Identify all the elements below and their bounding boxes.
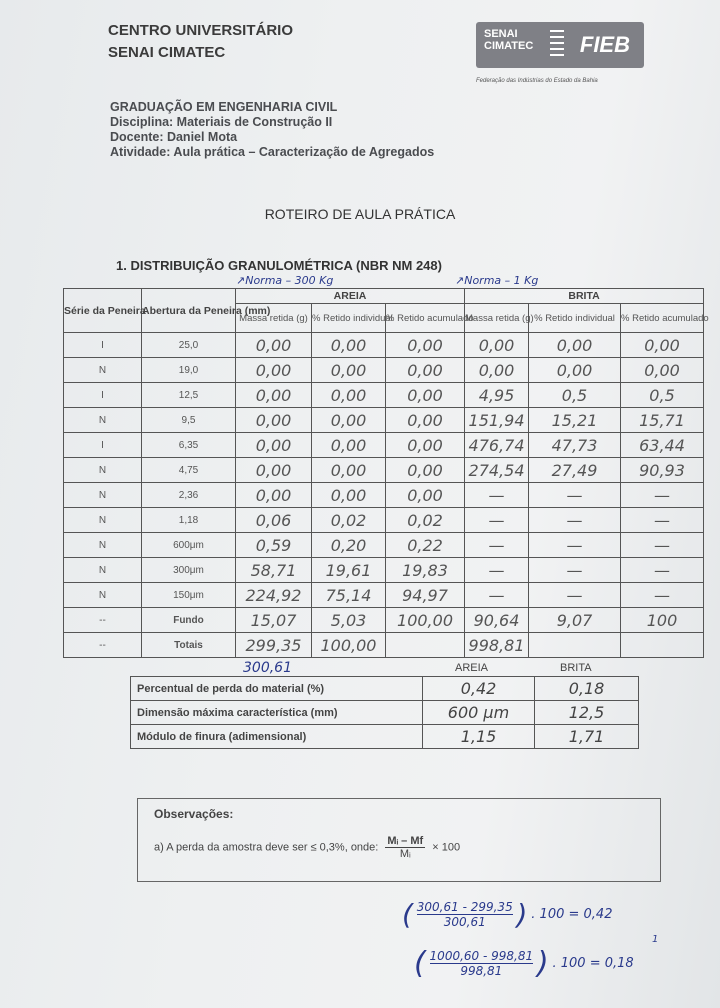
header-brita-ind: % Retido individual [529,304,621,333]
summary-label: Módulo de finura (adimensional) [131,725,423,749]
header-brita: BRITA [465,289,704,304]
logo-senai-text [484,28,533,52]
activity: Atividade: Aula prática – Caracterização de Agregados [110,145,435,159]
discipline: Disciplina: Materiais de Construção II [110,115,333,129]
cell-brita-massa: — [465,583,529,608]
cell-areia-acum: 0,02 [386,508,465,533]
table-row [64,583,704,608]
cell-brita-massa: 4,95 [465,383,529,408]
senai-fieb-logo [476,22,644,68]
cell-areia-massa: 0,00 [236,483,312,508]
summary-row [131,701,639,725]
cell-areia-acum: 19,83 [386,558,465,583]
cell-areia-massa: 0,00 [236,333,312,358]
cell-abertura: 4,75 [142,458,236,483]
formula-tail: × 100 [432,841,461,854]
cell-brita-ind: 0,5 [529,383,621,408]
cell-brita-acum: 100 [621,608,704,633]
summary-col-areia: AREIA [455,662,489,674]
cell-brita-ind: — [529,483,621,508]
observations-box [137,798,661,882]
cell-brita-ind: 9,07 [529,608,621,633]
cell-brita-massa: — [465,558,529,583]
table-row [64,508,704,533]
cell-abertura: 6,35 [142,433,236,458]
cell-abertura: 12,5 [142,383,236,408]
cell-areia-acum: 0,00 [386,408,465,433]
cell-serie: -- [64,633,142,658]
observation-text: a) A perda da amostra deve ser ≤ 0,3%, onde: [154,841,379,854]
cell-serie: I [64,333,142,358]
logo-bars-icon [550,30,564,60]
table-row [64,558,704,583]
summary-brita-value: 0,18 [535,677,639,701]
summary-label: Dimensão máxima característica (mm) [131,701,423,725]
cell-abertura: 19,0 [142,358,236,383]
logo-subtitle: Federação das Indústrias do Estado da Bahia [476,78,598,84]
calc-mark: 1 [652,934,659,945]
cell-brita-ind: 27,49 [529,458,621,483]
cell-serie: N [64,508,142,533]
cell-brita-ind: — [529,558,621,583]
calc-brita-num: 1000,60 - 998,81 [429,949,534,963]
header-abertura: Abertura da Peneira (mm) [142,289,236,333]
cell-areia-acum: 0,00 [386,433,465,458]
table-row [64,633,704,658]
cell-areia-ind: 100,00 [312,633,386,658]
cell-brita-massa: — [465,508,529,533]
table-row [64,608,704,633]
cell-brita-acum: 0,00 [621,333,704,358]
table-row [64,358,704,383]
cell-areia-ind: 75,14 [312,583,386,608]
summary-areia-value: 1,15 [423,725,535,749]
table-row [64,408,704,433]
cell-brita-massa: 90,64 [465,608,529,633]
header-areia-ind: % Retido individual [312,304,386,333]
cell-serie: -- [64,608,142,633]
cell-areia-ind: 0,00 [312,433,386,458]
cell-areia-massa: 0,00 [236,433,312,458]
summary-areia-value: 600 μm [423,701,535,725]
header-areia-massa: Massa retida (g) [236,304,312,333]
cell-areia-acum: 100,00 [386,608,465,633]
cell-brita-ind: — [529,583,621,608]
header-areia-acum: % Retido acumulado [386,304,465,333]
cell-brita-ind: 15,21 [529,408,621,433]
cell-serie: N [64,583,142,608]
table-row [64,433,704,458]
cell-areia-ind: 0,02 [312,508,386,533]
cell-serie: N [64,558,142,583]
teacher: Docente: Daniel Mota [110,130,238,144]
cell-brita-acum: — [621,508,704,533]
cell-areia-acum: 0,22 [386,533,465,558]
calc-brita-result: . 100 = 0,18 [552,956,634,971]
summary-areia-value: 0,42 [423,677,535,701]
calc-brita: ( $\frac{1000,60 - 998,81}{998,81}$ ) . 100 = 0,18 [414,946,634,981]
cell-abertura: 25,0 [142,333,236,358]
cell-areia-massa: 0,06 [236,508,312,533]
calc-brita-den: 998,81 [460,964,503,978]
course-info [110,100,434,160]
cell-areia-massa: 0,59 [236,533,312,558]
table-row [64,533,704,558]
institution-line2: SENAI CIMATEC [108,44,226,61]
cell-brita-ind: — [529,533,621,558]
formula-numerator: Mᵢ – Mf [387,835,424,847]
section-title: 1. DISTRIBUIÇÃO GRANULOMÉTRICA (NBR NM 248) [116,258,442,273]
granulometry-table [63,288,709,658]
cell-brita-massa: 0,00 [465,333,529,358]
header-serie: Série da Peneira [64,289,142,333]
norma-brita-note: ↗Norma – 1 Kg [455,274,539,287]
cell-areia-massa: 0,00 [236,408,312,433]
cell-brita-acum: — [621,533,704,558]
summary-col-brita: BRITA [560,662,592,674]
cell-areia-ind: 0,00 [312,358,386,383]
logo-senai: SENAI [484,28,518,40]
cell-brita-acum: — [621,583,704,608]
calc-areia: ( $\frac{300,61 - 299,35}{300,61}$ ) . 100 = 0,42 [402,898,613,931]
cell-serie: N [64,533,142,558]
header-brita-massa: Massa retida (g) [465,304,529,333]
calc-areia-den: 300,61 [443,915,486,929]
cell-serie: I [64,433,142,458]
course-name: GRADUAÇÃO EM ENGENHARIA CIVIL [110,100,338,114]
cell-areia-acum: 0,00 [386,483,465,508]
summary-row [131,725,639,749]
summary-brita-value: 12,5 [535,701,639,725]
cell-areia-acum: 94,97 [386,583,465,608]
cell-serie: N [64,458,142,483]
observation-a [154,835,460,860]
cell-brita-acum: 0,5 [621,383,704,408]
cell-brita-acum: 0,00 [621,358,704,383]
cell-abertura: Fundo [142,608,236,633]
cell-abertura: 2,36 [142,483,236,508]
calc-areia-num: 300,61 - 299,35 [416,900,513,914]
cell-brita-ind: — [529,508,621,533]
cell-serie: N [64,358,142,383]
cell-areia-ind: 0,00 [312,333,386,358]
cell-areia-ind: 0,00 [312,458,386,483]
cell-serie: N [64,408,142,433]
cell-brita-massa: 998,81 [465,633,529,658]
institution-header [108,20,293,64]
cell-areia-acum: 0,00 [386,383,465,408]
cell-brita-massa: — [465,483,529,508]
cell-abertura: 9,5 [142,408,236,433]
cell-brita-acum: 15,71 [621,408,704,433]
cell-brita-ind [529,633,621,658]
cell-brita-acum: — [621,558,704,583]
cell-areia-massa: 58,71 [236,558,312,583]
summary-brita-value: 1,71 [535,725,639,749]
norma-areia-note: ↗Norma – 300 Kg [236,274,334,287]
table-row [64,458,704,483]
cell-areia-acum: 0,00 [386,333,465,358]
cell-areia-acum [386,633,465,658]
cell-brita-acum: — [621,483,704,508]
institution-line1: CENTRO UNIVERSITÁRIO [108,22,294,39]
cell-serie: N [64,483,142,508]
summary-table [130,676,639,749]
total-sample-note: 300,61 [243,660,292,676]
calc-areia-result: . 100 = 0,42 [531,907,613,922]
cell-areia-acum: 0,00 [386,358,465,383]
cell-brita-ind: 47,73 [529,433,621,458]
table-row [64,383,704,408]
cell-areia-massa: 0,00 [236,383,312,408]
cell-areia-ind: 0,00 [312,383,386,408]
cell-abertura: 300μm [142,558,236,583]
cell-abertura: Totais [142,633,236,658]
cell-brita-acum: 63,44 [621,433,704,458]
cell-areia-massa: 224,92 [236,583,312,608]
table-row [64,333,704,358]
header-areia: AREIA [236,289,465,304]
cell-brita-massa: 0,00 [465,358,529,383]
cell-brita-massa: — [465,533,529,558]
cell-areia-massa: 299,35 [236,633,312,658]
cell-abertura: 600μm [142,533,236,558]
summary-row [131,677,639,701]
cell-areia-ind: 5,03 [312,608,386,633]
cell-brita-ind: 0,00 [529,358,621,383]
cell-serie: I [64,383,142,408]
cell-brita-massa: 151,94 [465,408,529,433]
cell-areia-massa: 0,00 [236,358,312,383]
formula-denominator: Mᵢ [399,848,411,860]
cell-areia-massa: 0,00 [236,458,312,483]
cell-brita-ind: 0,00 [529,333,621,358]
cell-brita-acum: 90,93 [621,458,704,483]
table-row [64,483,704,508]
loss-formula [385,835,425,860]
logo-fieb: FIEB [579,32,630,57]
cell-abertura: 150μm [142,583,236,608]
cell-abertura: 1,18 [142,508,236,533]
page-title: ROTEIRO DE AULA PRÁTICA [264,206,456,222]
observations-title: Observações: [154,807,234,821]
granulometry-rows [64,333,704,658]
summary-label: Percentual de perda do material (%) [131,677,423,701]
cell-areia-acum: 0,00 [386,458,465,483]
logo-cimatec: CIMATEC [484,40,534,52]
cell-areia-massa: 15,07 [236,608,312,633]
cell-areia-ind: 0,00 [312,408,386,433]
cell-brita-acum [621,633,704,658]
header-brita-acum: % Retido acumulado [621,304,704,333]
cell-areia-ind: 0,20 [312,533,386,558]
cell-areia-ind: 19,61 [312,558,386,583]
cell-brita-massa: 476,74 [465,433,529,458]
cell-areia-ind: 0,00 [312,483,386,508]
cell-brita-massa: 274,54 [465,458,529,483]
